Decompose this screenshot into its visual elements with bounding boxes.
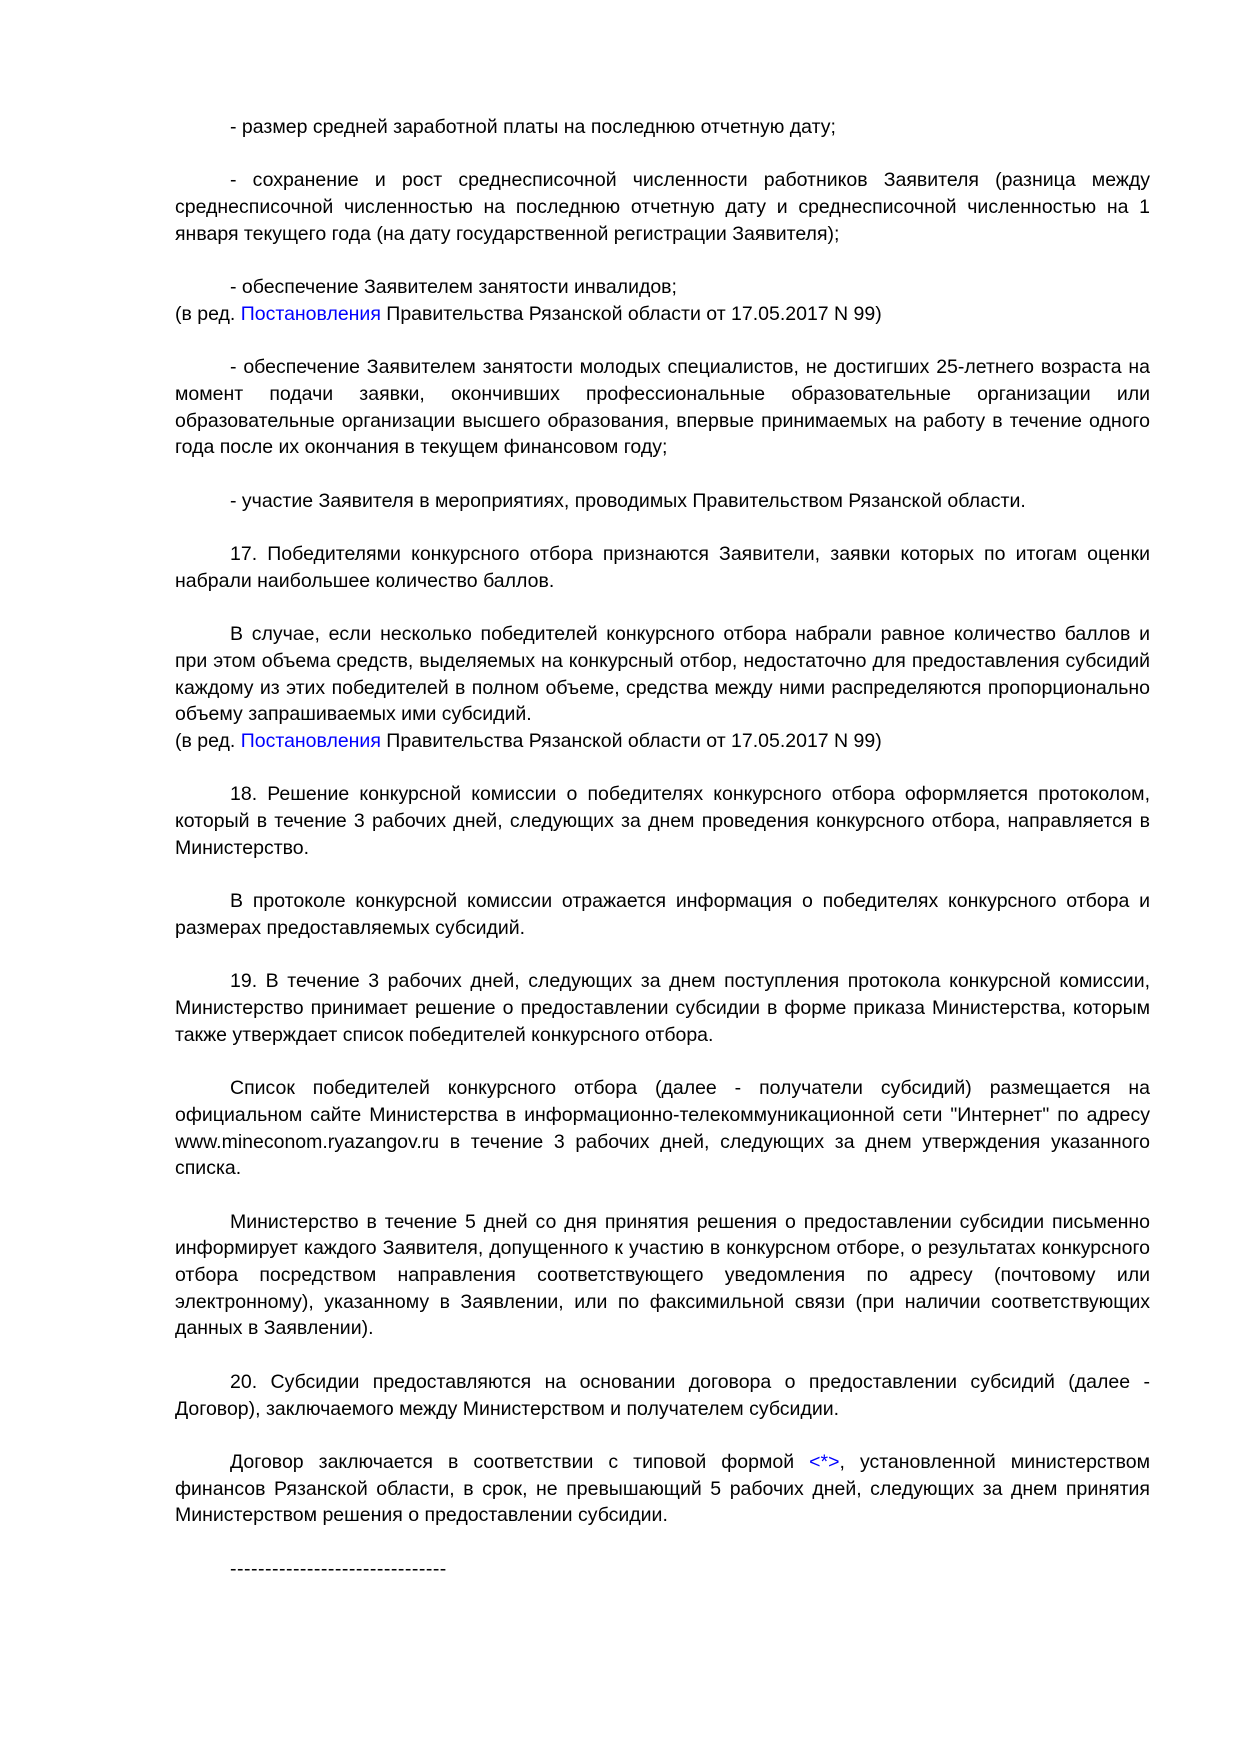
text-run: ------------------------------- bbox=[230, 1557, 447, 1580]
text-run: - размер средней заработной платы на последнюю отчетную дату; bbox=[230, 116, 836, 138]
paragraph bbox=[175, 781, 1150, 861]
text-run: Правительства Рязанской области от 17.05.2017 N 99) bbox=[380, 730, 882, 753]
paragraph bbox=[175, 488, 1150, 515]
text-run: 17. Победителями конкурсного отбора признаются Заявители, заявки которых по итогам оценки набрали наибольшее количество баллов. bbox=[175, 543, 1150, 592]
paragraph bbox=[175, 1369, 1150, 1422]
postanovleniya-link[interactable]: Постановления bbox=[240, 302, 381, 325]
text-run: - участие Заявителя в мероприятиях, проводимых Правительством Рязанской области. bbox=[230, 489, 1026, 512]
paragraph bbox=[175, 621, 1150, 728]
paragraph bbox=[175, 1449, 1150, 1529]
paragraph bbox=[175, 114, 1150, 141]
text-run: , установленной министерством финансов Рязанской области, в срок, не превышающий 5 рабочих дней, следующих за днем принятия Министерством решения о предоставлении субсидии. bbox=[175, 1450, 1150, 1527]
text-run: - обеспечение Заявителем занятости инвалидов; bbox=[230, 276, 677, 299]
text-run: Договор заключается в соответствии с типовой формой bbox=[230, 1450, 810, 1473]
amendment-note bbox=[175, 728, 1150, 755]
text-run: - сохранение и рост среднесписочной численности работников Заявителя (разница между среднесписочной численностью на последнюю отчетную дату и среднесписочной численностью на 1 января текущего года (на дату государственной регистрации Заявителя); bbox=[175, 169, 1150, 245]
paragraph bbox=[175, 888, 1150, 941]
text-run: (в ред. bbox=[175, 730, 241, 753]
paragraph bbox=[175, 968, 1150, 1048]
text-run: В случае, если несколько победителей конкурсного отбора набрали равное количество баллов и при этом объема средств, выделяемых на конкурсный отбор, недостаточно для предоставления субсидий каждому из этих победителей в полном объеме, средства между ними распределяются пропорционально объему запрашиваемых ими субсидий. bbox=[175, 623, 1150, 726]
paragraph bbox=[175, 167, 1150, 247]
text-run: 19. В течение 3 рабочих дней, следующих за днем поступления протокола конкурсной комиссии, Министерство принимает решение о предоставлении субсидии в форме приказа Министерства, которым также утверждает список победителей конкурсного отбора. bbox=[175, 970, 1150, 1046]
text-run: (в ред. bbox=[175, 302, 241, 325]
footnote-separator bbox=[175, 1556, 1150, 1583]
text-run: Список победителей конкурсного отбора (далее - получатели субсидий) размещается на официальном сайте Министерства в информационно-телекоммуникационной сети "Интернет" по адресу www.mineconom.ryazangov.ru в течение 3 рабочих дней, следующих за днем утверждения указанного списка. bbox=[175, 1077, 1150, 1180]
text-run: В протоколе конкурсной комиссии отражается информация о победителях конкурсного отбора и размерах предоставляемых субсидий. bbox=[175, 890, 1150, 939]
text-run: 20. Субсидии предоставляются на основании договора о предоставлении субсидий (далее - Договор), заключаемого между Министерством и получателем субсидии. bbox=[175, 1370, 1150, 1420]
text-run: 18. Решение конкурсной комиссии о победителях конкурсного отбора оформляется протоколом, который в течение 3 рабочих дней, следующих за днем проведения конкурсного отбора, направляется в Министерство. bbox=[175, 783, 1150, 859]
text-run: Министерство в течение 5 дней со дня принятия решения о предоставлении субсидии письменно информирует каждого Заявителя, допущенного к участию в конкурсном отборе, о результатах конкурсного отбора посредством направления соответствующего уведомления по адресу (почтовому или электронному), указанному в Заявлении, или по факсимильной связи (при наличии соответствующих данных в Заявлении). bbox=[175, 1210, 1150, 1340]
paragraph bbox=[175, 1209, 1150, 1343]
text-run: Правительства Рязанской области от 17.05.2017 N 99) bbox=[380, 302, 882, 325]
paragraph bbox=[175, 541, 1150, 594]
paragraph bbox=[175, 354, 1150, 461]
paragraph bbox=[175, 274, 1150, 301]
paragraph bbox=[175, 1075, 1150, 1182]
footnote-asterisk-link[interactable]: <*> bbox=[809, 1450, 840, 1473]
text-run: - обеспечение Заявителем занятости молодых специалистов, не достигших 25-летнего возраста на момент подачи заявки, окончивших профессиональные образовательные организации или образовательные организации высшего образования, впервые принимаемых на работу в течение одного года после их окончания в текущем финансовом году; bbox=[175, 356, 1150, 459]
amendment-note bbox=[175, 301, 1150, 328]
postanovleniya-link[interactable]: Постановления bbox=[240, 730, 381, 753]
